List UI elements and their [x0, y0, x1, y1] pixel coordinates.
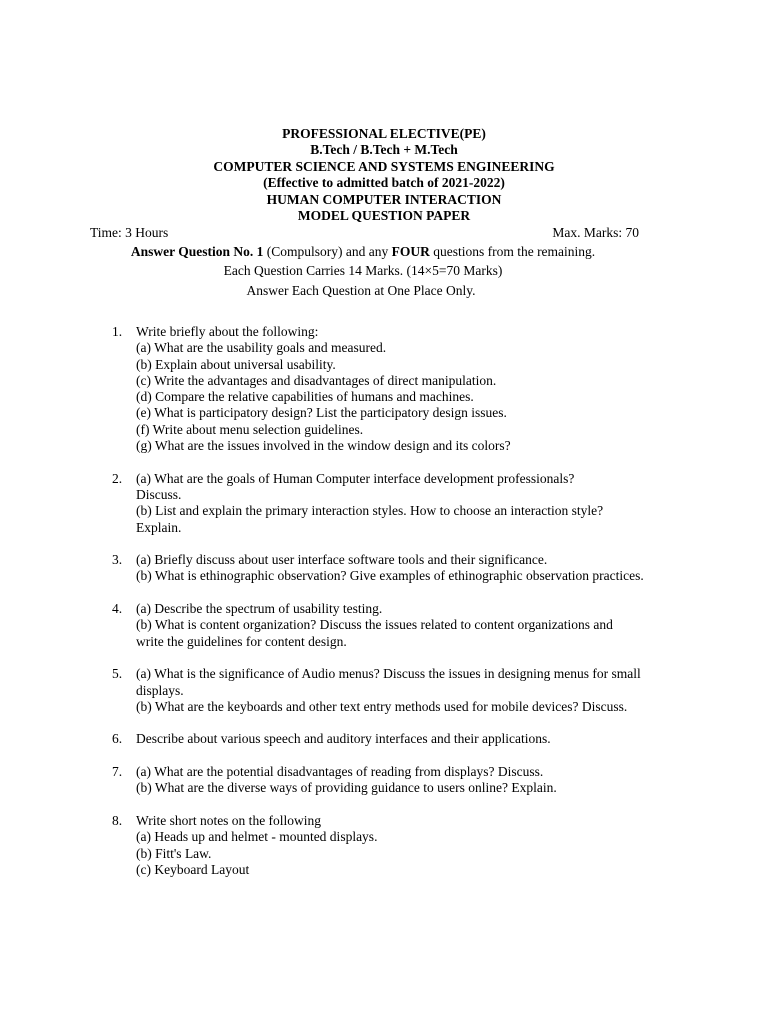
header-paper-type: MODEL QUESTION PAPER: [297, 208, 471, 224]
question-item: [112, 324, 732, 454]
question-number: 2.: [112, 470, 123, 486]
question-item: [112, 813, 732, 878]
instruction-marks: Each Question Carries 14 Marks. (14×5=70 Marks): [223, 263, 503, 278]
question-number: 8.: [112, 812, 123, 828]
question-item: [112, 731, 732, 747]
question-item: [112, 666, 732, 715]
question-text-line: Describe about various speech and auditory interfaces and their applications.: [136, 731, 551, 747]
question-text-line: (b) What are the keyboards and other text entry methods used for mobile devices? Discuss.: [136, 698, 628, 714]
question-item: [112, 471, 732, 536]
header-department: COMPUTER SCIENCE AND SYSTEMS ENGINEERING: [213, 158, 555, 174]
question-text-line: Write short notes on the following: [136, 812, 322, 828]
question-number: 6.: [112, 731, 123, 747]
paper-header: [0, 126, 768, 224]
header-degree: B.Tech / B.Tech + M.Tech: [310, 142, 458, 158]
instruction-text-1: (Compulsory) and any: [263, 244, 392, 259]
question-number: 4.: [112, 601, 123, 617]
exam-max-marks: Max. Marks: 70: [552, 225, 639, 240]
sub-question: (g) What are the issues involved in the window design and its colors?: [136, 438, 511, 454]
sub-question: (a) What are the usability goals and measured.: [136, 340, 387, 356]
sub-question: (d) Compare the relative capabilities of humans and machines.: [136, 389, 474, 405]
question-text-line: (a) What are the potential disadvantages of reading from displays? Discuss.: [136, 764, 544, 780]
instruction-place: Answer Each Question at One Place Only.: [246, 283, 476, 298]
sub-question-list: [136, 340, 732, 454]
sub-question: (c) Write the advantages and disadvantages of direct manipulation.: [136, 372, 497, 388]
question-text-line: (b) List and explain the primary interaction styles. How to choose an interaction style?: [136, 503, 604, 519]
question-text-line: (b) What is content organization? Discuss the issues related to content organizations and: [136, 617, 613, 633]
question-item: [112, 601, 732, 650]
question-text-line: (a) Heads up and helmet - mounted displays.: [136, 829, 378, 845]
question-number: 3.: [112, 552, 123, 568]
question-text-line: Explain.: [136, 519, 182, 535]
question-text-line: (a) Briefly discuss about user interface software tools and their significance.: [136, 552, 548, 568]
exam-meta-row: [90, 225, 639, 241]
question-text-line: (a) Describe the spectrum of usability testing.: [136, 601, 383, 617]
exam-time: Time: 3 Hours: [90, 225, 169, 240]
question-list: [112, 324, 732, 894]
question-text-line: Discuss.: [136, 486, 182, 502]
question-number: 1.: [112, 324, 123, 339]
question-text-line: write the guidelines for content design.: [136, 633, 347, 649]
question-item: [112, 764, 732, 797]
question-number: 5.: [112, 666, 123, 682]
question-text-line: (b) What are the diverse ways of providing guidance to users online? Explain.: [136, 780, 557, 796]
header-batch: (Effective to admitted batch of 2021-2022): [263, 175, 505, 191]
instruction-bold-2: FOUR: [391, 244, 430, 259]
question-text-line: Write briefly about the following:: [136, 324, 319, 339]
question-item: [112, 552, 732, 585]
sub-question: (f) Write about menu selection guidelines.: [136, 421, 364, 437]
sub-question: (b) Explain about universal usability.: [136, 356, 336, 372]
question-number: 7.: [112, 764, 123, 780]
instruction-bold-1: Answer Question No. 1: [130, 244, 264, 259]
sub-question: (e) What is participatory design? List the participatory design issues.: [136, 405, 507, 421]
header-subject: HUMAN COMPUTER INTERACTION: [266, 191, 502, 207]
question-text-line: (b) Fitt's Law.: [136, 845, 212, 861]
question-text-line: (a) What are the goals of Human Computer interface development professionals?: [136, 470, 575, 486]
question-text-line: (b) What is ethinographic observation? Give examples of ethinographic observation practices.: [136, 568, 644, 584]
instruction-text-2: questions from the remaining.: [429, 244, 596, 259]
question-text-line: displays.: [136, 682, 184, 698]
header-elective: PROFESSIONAL ELECTIVE(PE): [282, 126, 486, 141]
question-text-line: (c) Keyboard Layout: [136, 861, 250, 877]
question-text-line: (a) What is the significance of Audio menus? Discuss the issues in designing menus for small: [136, 666, 641, 682]
instruction-answer: [0, 244, 726, 260]
